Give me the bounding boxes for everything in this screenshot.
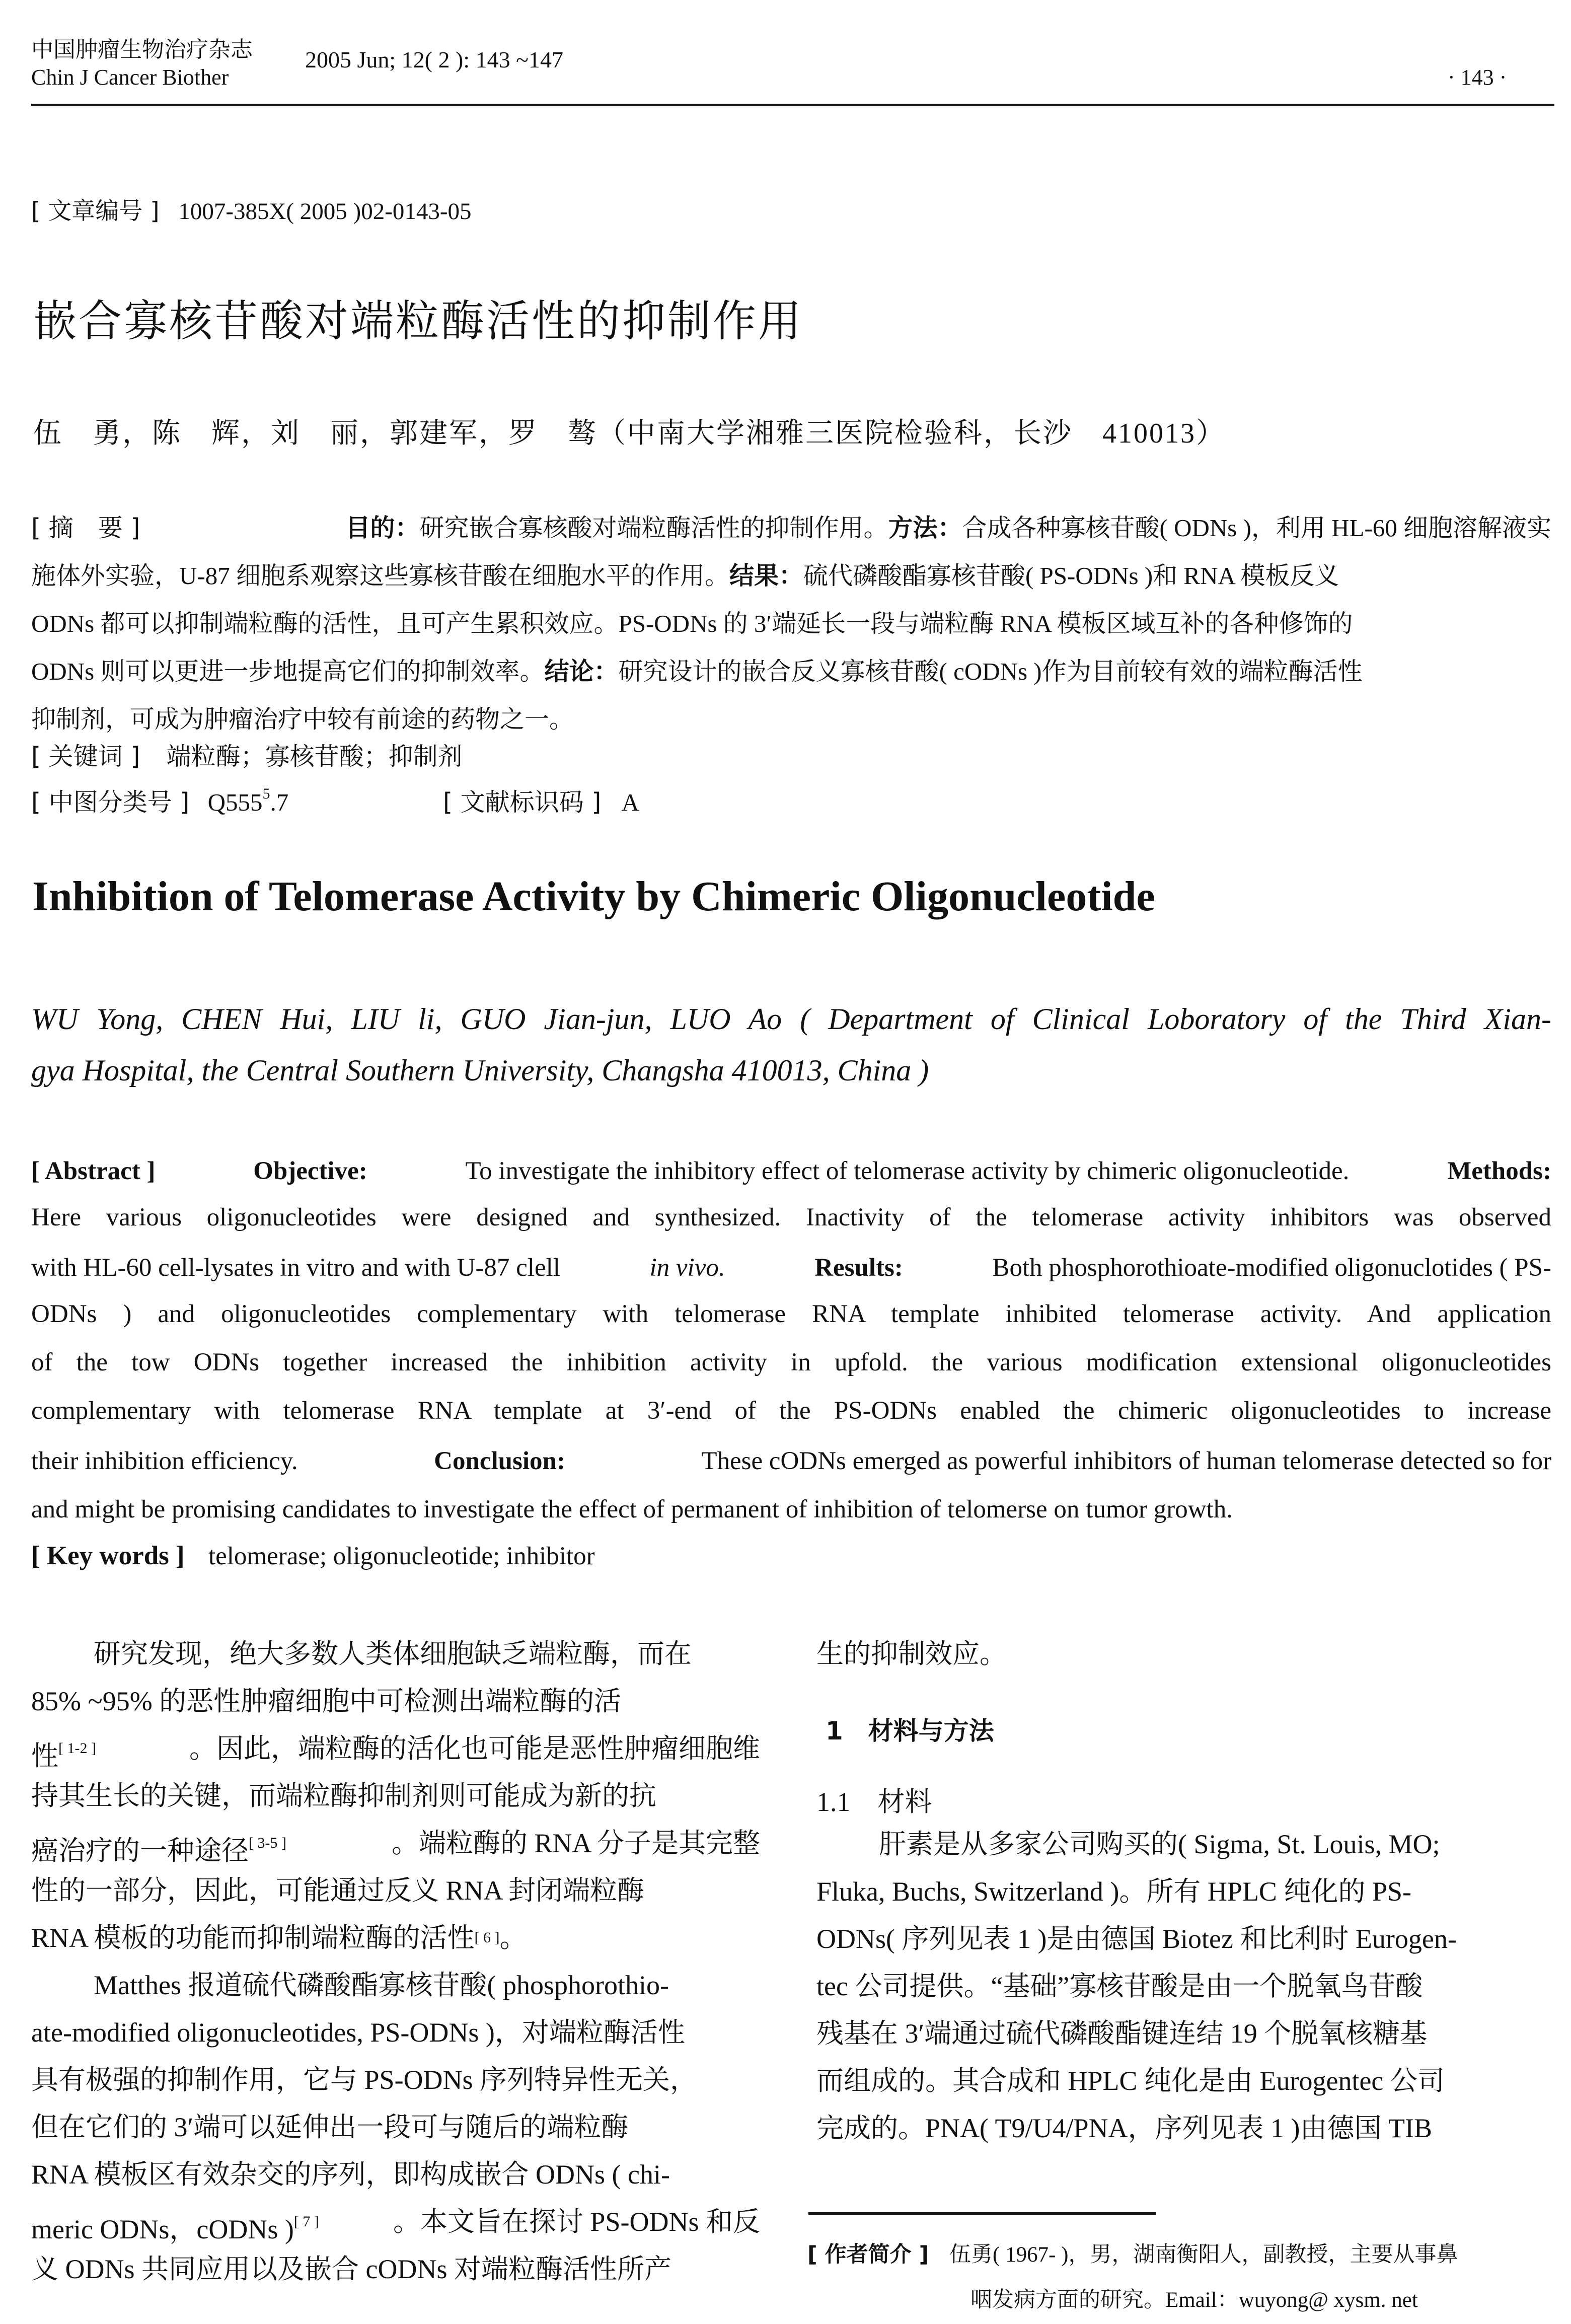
article-id-value: 1007-385X( 2005 )02-0143-05 bbox=[178, 198, 472, 225]
authors-en-line2: gya Hospital, the Central Southern University, Changsha 410013, China ) bbox=[31, 1054, 929, 1087]
methods-label-en: Methods: bbox=[1447, 1157, 1551, 1185]
body-line: ODNs( 序列见表 1 )是由德国 Biotez 和比利时 Eurogen- bbox=[816, 1924, 1457, 1954]
abstract-en-line: complementary with telomerase RNA template at 3′-end of the PS-ODNs enabled the chimeric oligonucleotides to increase bbox=[31, 1397, 1551, 1425]
conclusion-label-en: Conclusion: bbox=[434, 1447, 565, 1475]
keywords-en bbox=[31, 1541, 595, 1571]
keywords-cn bbox=[31, 737, 463, 772]
abstract-cn-label: [ 摘 要 ] bbox=[31, 514, 140, 542]
classification-label: [ 中图分类号 ] bbox=[31, 788, 190, 817]
body-line: 85% ~95% 的恶性肿瘤细胞中可检测出端粒酶的活 bbox=[31, 1686, 622, 1716]
header-rule bbox=[31, 104, 1554, 106]
results-text-cn-2: ODNs 都可以抑制端粒酶的活性，且可产生累积效应。PS-ODNs 的 3′端延长一段与端粒酶 RNA 模板区域互补的各种修饰的 bbox=[31, 610, 1353, 637]
title-en: Inhibition of Telomerase Activity by Chimeric Oligonucleotide bbox=[32, 873, 1155, 920]
body-line bbox=[31, 1732, 760, 1771]
body-text: 癌治疗的一种途径 bbox=[31, 1836, 249, 1866]
body-line: 具有极强的抑制作用，它与 PS-ODNs 序列特异性无关， bbox=[31, 2065, 698, 2095]
body-text: 。本文旨在探讨 PS-ODNs 和反 bbox=[393, 2207, 760, 2237]
methods-label-cn: 方法： bbox=[888, 514, 962, 542]
classification-sup: 5 bbox=[262, 785, 270, 802]
body-line: 残基在 3′端通过硫代磷酸酯键连结 19 个脱氧核糖基 bbox=[816, 2018, 1428, 2049]
objective-label-en: Objective: bbox=[253, 1157, 367, 1185]
objective-text-en: To investigate the inhibitory effect of telomerase activity by chimeric oligonucleotide. bbox=[465, 1157, 1350, 1185]
citation[interactable]: [ 7 ] bbox=[293, 2213, 319, 2230]
abstract-cn-line bbox=[31, 704, 1551, 735]
methods-text-en: with HL-60 cell-lysates in vitro and with U-87 clell bbox=[31, 1254, 560, 1282]
results-text-en: Both phosphorothioate-modified oligonuclotides ( PS- bbox=[992, 1254, 1551, 1282]
abstract-en-line: ODNs ) and oligonucleotides complementary with telomerase RNA template inhibited telomerase activity. And application bbox=[31, 1300, 1551, 1328]
keywords-en-value: telomerase; oligonucleotide; inhibitor bbox=[208, 1542, 595, 1570]
body-line: 持其生长的关键，而端粒酶抑制剂则可能成为新的抗 bbox=[31, 1781, 656, 1811]
body-text: 。因此，端粒酶的活化也可能是恶性肿瘤细胞维 bbox=[189, 1733, 760, 1764]
body-line: 义 ODNs 共同应用以及嵌合 cODNs 对端粒酶活性所产 bbox=[31, 2254, 671, 2284]
article-id bbox=[31, 192, 472, 226]
body-text: RNA 模板的功能而抑制端粒酶的活性 bbox=[31, 1923, 475, 1953]
conclusion-label-cn: 结论： bbox=[544, 657, 619, 686]
abstract-en-line: and might be promising candidates to investigate the effect of permanent of inhibition of telomerse on tumor growth. bbox=[31, 1495, 1233, 1523]
citation[interactable]: [ 3-5 ] bbox=[249, 1835, 286, 1851]
keywords-cn-label: [ 关键词 ] bbox=[31, 742, 140, 771]
body-text: 。 bbox=[499, 1923, 527, 1953]
journal-name-cn: 中国肿瘤生物治疗杂志 bbox=[31, 37, 253, 62]
abstract-cn-line bbox=[31, 657, 1551, 687]
results-label-cn: 结果： bbox=[729, 561, 803, 590]
keywords-cn-value: 端粒酶；寡核苷酸；抑制剂 bbox=[166, 743, 463, 770]
abstract-en-line: Here various oligonucleotides were designed and synthesized. Inactivity of the telomerase activity inhibitors was observed bbox=[31, 1203, 1551, 1231]
results-label-en: Results: bbox=[814, 1254, 903, 1282]
abstract-en-line: of the tow ODNs together increased the inhibition activity in upfold. the various modification extensional oligonucleotides bbox=[31, 1348, 1551, 1376]
body-line: Fluka, Buchs, Switzerland )。所有 HPLC 纯化的 PS- bbox=[816, 1876, 1411, 1907]
abstract-en-line bbox=[31, 1154, 1551, 1188]
page-number: · 143 · bbox=[1448, 65, 1507, 90]
section-heading-1-1: 1.1 材料 bbox=[816, 1787, 932, 1817]
body-line: Matthes 报道硫代磷酸酯寡核苷酸( phosphorothio- bbox=[94, 1970, 669, 2000]
authors-cn: 伍 勇，陈 辉，刘 丽，郭建军，罗 骜（中南大学湘雅三医院检验科，长沙 410013） bbox=[33, 418, 1226, 449]
body-line: 而组成的。其合成和 HPLC 纯化是由 Eurogentec 公司 bbox=[816, 2066, 1445, 2096]
classification-value: Q555 bbox=[207, 788, 263, 816]
body-line bbox=[31, 2205, 760, 2244]
body-line: 性的一部分，因此，可能通过反义 RNA 封闭端粒酶 bbox=[31, 1875, 645, 1906]
objective-label-cn: 目的： bbox=[345, 514, 420, 542]
document-code-value: A bbox=[621, 788, 640, 816]
methods-text-cn-2: 施体外实验，U-87 细胞系观察这些寡核苷酸在细胞水平的作用。 bbox=[31, 562, 729, 590]
methods-text-cn: 合成各种寡核苷酸( ODNs )，利用 HL-60 细胞溶解液实 bbox=[962, 514, 1551, 542]
in-vivo-text: in vivo. bbox=[649, 1254, 725, 1282]
author-bio bbox=[807, 2237, 1458, 2268]
abstract-en-label: [ Abstract ] bbox=[31, 1157, 156, 1185]
abstract-cn-line bbox=[31, 609, 1551, 639]
body-line: 研究发现，绝大多数人类体细胞缺乏端粒酶，而在 bbox=[94, 1639, 692, 1669]
objective-text-cn: 研究嵌合寡核酸对端粒酶活性的抑制作用。 bbox=[419, 514, 888, 542]
citation[interactable]: [ 1-2 ] bbox=[58, 1740, 96, 1757]
body-line: tec 公司提供。“基础”寡核苷酸是由一个脱氧鸟苷酸 bbox=[816, 1971, 1423, 2001]
author-bio-line2: 咽发病方面的研究。Email：wuyong@ xysm. net bbox=[970, 2288, 1418, 2312]
citation[interactable]: [ 6 ] bbox=[474, 1929, 500, 1946]
body-line: ate-modified oligonucleotides, PS-ODNs )，对端粒酶活性 bbox=[31, 2017, 685, 2048]
section-heading-1: 1 材料与方法 bbox=[826, 1716, 994, 1746]
body-line: 生的抑制效应。 bbox=[816, 1639, 1007, 1669]
abstract-en-line bbox=[31, 1251, 1551, 1284]
body-line bbox=[31, 1827, 760, 1866]
results-text-cn-3: ODNs 则可以更进一步地提高它们的抑制效率。 bbox=[31, 658, 545, 685]
article-id-label: [ 文章编号 ] bbox=[31, 197, 160, 225]
title-cn: 嵌合寡核苷酸对端粒酶活性的抑制作用 bbox=[33, 296, 803, 346]
authors-en-line1: WU Yong, CHEN Hui, LIU li, GUO Jian-jun, LUO Ao ( Department of Clinical Loboratory of the Third Xian- bbox=[31, 1002, 1551, 1036]
conclusion-text-cn: 研究设计的嵌合反义寡核苷酸( cODNs )作为目前较有效的端粒酶活性 bbox=[618, 658, 1363, 685]
issue-info: 2005 Jun; 12( 2 ): 143 ~147 bbox=[305, 47, 563, 72]
document-code bbox=[443, 783, 639, 818]
body-text: 性 bbox=[31, 1741, 58, 1771]
keywords-en-label: [ Key words ] bbox=[31, 1541, 185, 1570]
conclusion-text-en: These cODNs emerged as powerful inhibitors of human telomerase detected so for bbox=[701, 1447, 1551, 1475]
body-text: 。端粒酶的 RNA 分子是其完整 bbox=[391, 1828, 760, 1858]
classification-suffix: .7 bbox=[270, 788, 289, 816]
conclusion-text-cn-2: 抑制剂，可成为肿瘤治疗中较有前途的药物之一。 bbox=[31, 705, 574, 733]
abstract-cn-line bbox=[31, 513, 1551, 543]
footnote-rule bbox=[808, 2212, 1156, 2215]
author-bio-label: [ 作者简介 ] bbox=[807, 2242, 929, 2267]
results-text-en-end: their inhibition efficiency. bbox=[31, 1447, 298, 1475]
body-text: meric ODNs，cODNs ) bbox=[31, 2214, 294, 2244]
abstract-cn-line bbox=[31, 561, 1551, 591]
body-line: 完成的。PNA( T9/U4/PNA，序列见表 1 )由德国 TIB bbox=[816, 2113, 1433, 2143]
results-text-cn: 硫代磷酸酯寡核苷酸( PS-ODNs )和 RNA 模板反义 bbox=[803, 562, 1339, 590]
journal-name-en: Chin J Cancer Biother bbox=[31, 65, 229, 90]
classification bbox=[31, 783, 288, 818]
document-code-label: [ 文献标识码 ] bbox=[443, 788, 602, 817]
author-bio-line1: 伍勇( 1967- )，男，湖南衡阳人，副教授，主要从事鼻 bbox=[949, 2243, 1458, 2267]
body-line bbox=[31, 1921, 760, 1954]
body-line: RNA 模板区有效杂交的序列，即构成嵌合 ODNs ( chi- bbox=[31, 2159, 670, 2190]
body-line: 肝素是从多家公司购买的( Sigma, St. Louis, MO; bbox=[879, 1829, 1440, 1859]
abstract-en-line bbox=[31, 1444, 1551, 1478]
body-line: 但在它们的 3′端可以延伸出一段可与随后的端粒酶 bbox=[31, 2112, 629, 2142]
